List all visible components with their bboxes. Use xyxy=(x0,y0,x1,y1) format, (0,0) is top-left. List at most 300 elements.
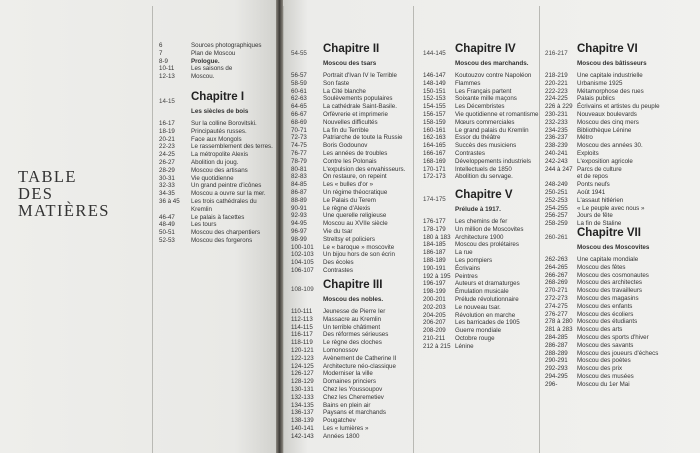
entry-title: Urbanisme 1925 xyxy=(577,79,623,87)
toc-entry xyxy=(159,229,260,237)
toc-entry xyxy=(159,136,242,144)
toc-entry xyxy=(291,212,386,220)
chapter-title: Chapitre II xyxy=(323,43,380,55)
entry-title: Contrastes xyxy=(455,150,485,157)
toc-entry xyxy=(423,158,531,166)
entry-title: Émulation musicale xyxy=(455,288,509,296)
toc-entry xyxy=(545,373,634,381)
chapter-page: 216-217 xyxy=(545,50,568,57)
toc-entry xyxy=(291,370,373,378)
toc-entry xyxy=(545,381,630,389)
entry-page: 110-111 xyxy=(291,308,313,315)
entry-title: Orfèvrerie et imprimerie xyxy=(323,111,388,118)
toc-entry xyxy=(159,206,212,214)
entry-title: Plan de Moscou xyxy=(191,49,236,57)
toc-entry xyxy=(423,103,505,111)
entry-title: Les barricades de 1905 xyxy=(455,319,520,327)
entry-page: 126-127 xyxy=(291,370,314,378)
toc-entry xyxy=(291,95,392,103)
entry-title: Intellectuels de 1850 xyxy=(455,165,512,173)
entry-title: Un grand peintre d'icônes xyxy=(191,182,262,190)
entry-title: Moscou des travailleurs xyxy=(577,287,642,295)
entry-page: 136-137 xyxy=(291,409,314,417)
entry-page: 164-165 xyxy=(423,142,446,150)
entry-title: Sur la colline Borovitski. xyxy=(191,120,257,127)
entry-page: 28-29 xyxy=(159,166,175,174)
toc-entry xyxy=(291,228,352,236)
entry-title: Moscou des architectes xyxy=(577,279,642,287)
entry-title: Octobre rouge xyxy=(455,335,495,342)
entry-page: 80-81 xyxy=(291,165,307,173)
chapter-page: 174-175 xyxy=(423,196,446,203)
toc-entry xyxy=(545,205,644,213)
entry-title: La cathédrale Saint-Basile. xyxy=(323,103,397,111)
entry-page: 58-59 xyxy=(291,79,307,87)
chapter-subtitle: Moscou des bâtisseurs xyxy=(577,60,647,67)
entry-page: 124-125 xyxy=(291,362,314,370)
entry-title: Avènement de Catherine II xyxy=(323,354,397,362)
toc-entry xyxy=(291,111,388,119)
entry-title: Vie quotidienne xyxy=(191,174,234,182)
entry-page: 198-199 xyxy=(423,288,446,296)
entry-page: 296- xyxy=(545,380,558,388)
entry-title: Les années de troubles xyxy=(323,150,388,157)
entry-title: Nouvelles difficultés xyxy=(323,118,378,126)
toc-entry xyxy=(291,142,367,150)
entry-title: Kremlin xyxy=(191,205,212,213)
entry-title: Moscou des artisans xyxy=(191,166,248,174)
entry-page: 218-219 xyxy=(545,72,568,79)
entry-page: 26-27 xyxy=(159,159,175,166)
entry-title: Août 1941 xyxy=(577,189,606,196)
entry-title: Parcs de culture xyxy=(577,165,622,173)
entry-page: 162-163 xyxy=(423,134,446,142)
toc-entry xyxy=(291,103,397,111)
entry-page: 146-147 xyxy=(423,72,446,79)
toc-entry xyxy=(291,355,397,363)
toc-entry xyxy=(545,342,633,350)
entry-title: Moscou des musées xyxy=(577,373,634,380)
entry-title: Moderniser la ville xyxy=(323,370,373,378)
entry-page: 206-207 xyxy=(423,319,446,327)
entry-page: 32-33 xyxy=(159,182,175,190)
entry-title: Révolution en marche xyxy=(455,311,516,319)
entry-title: Des écoles xyxy=(323,259,354,267)
entry-page: 281 à 283 xyxy=(545,326,573,334)
chapter-page: 54-55 xyxy=(291,50,307,57)
entry-title: Domaines princiers xyxy=(323,378,376,386)
entry-page: 250-251 xyxy=(545,189,568,196)
entry-page: 76-77 xyxy=(291,150,307,157)
entry-title: Un terrible châtiment xyxy=(323,323,381,331)
entry-title: Chez les Youssoupov xyxy=(323,386,383,393)
entry-title: Ponts neufs xyxy=(577,181,610,189)
toc-entry xyxy=(291,347,358,355)
entry-page: 258-259 xyxy=(545,220,568,228)
entry-page: 184-185 xyxy=(423,241,446,249)
column-divider xyxy=(539,6,540,453)
toc-entry xyxy=(423,273,478,281)
entry-title: Prologue. xyxy=(191,57,220,65)
toc-entry xyxy=(545,197,623,205)
entry-page: 48-49 xyxy=(159,221,175,229)
entry-page: 166-167 xyxy=(423,150,446,157)
entry-page: 210-211 xyxy=(423,335,446,342)
entry-title: Années 1800 xyxy=(323,432,360,440)
entry-title: Vie quotidienne et romantisme xyxy=(455,111,539,118)
toc-entry xyxy=(291,316,381,324)
toc-entry xyxy=(423,95,517,103)
entry-title: Portrait d'Ivan IV le Terrible xyxy=(323,72,397,79)
entry-page: 156-157 xyxy=(423,111,446,118)
entry-page: 34-35 xyxy=(159,190,175,198)
entry-page: 202-203 xyxy=(423,303,446,311)
entry-title: Moscou des écoliers xyxy=(577,310,634,318)
toc-entry xyxy=(291,433,359,441)
entry-page: 180 à 183 xyxy=(423,233,451,241)
entry-title: Contrastes xyxy=(323,267,353,274)
entry-title: Moscou du 1er Mai xyxy=(577,380,630,388)
chapter-title: Chapitre IV xyxy=(455,43,516,55)
entry-page: 262-263 xyxy=(545,256,568,263)
entry-page: 208-209 xyxy=(423,327,446,335)
entry-page: 286-287 xyxy=(545,341,568,349)
chapter-title: Chapitre I xyxy=(191,91,245,103)
toc-entry xyxy=(291,72,397,80)
entry-title: Écrivains xyxy=(455,264,481,272)
toc-entry xyxy=(545,173,608,181)
entry-page xyxy=(545,173,577,181)
entry-title: Les pompiers xyxy=(455,257,493,264)
entry-title: Jeunesse de Pierre Ier xyxy=(323,308,386,315)
toc-entry xyxy=(159,159,238,167)
entry-title: Moscou des cinq mers xyxy=(577,118,639,126)
entry-title: Palais publics xyxy=(577,95,615,103)
toc-entry xyxy=(545,88,644,96)
entry-title: Streltsy et policiers xyxy=(323,235,375,243)
entry-title: Moscou des enfants xyxy=(577,302,633,310)
entry-title: Jours de fête xyxy=(577,212,613,220)
entry-title: Moscou des joueurs d'échecs xyxy=(577,349,659,357)
entry-title: Moscou des charpentiers xyxy=(191,229,261,237)
toc-entry xyxy=(291,150,387,158)
entry-page: 224-225 xyxy=(545,95,568,103)
toc-entry xyxy=(423,234,504,242)
toc-entry xyxy=(423,127,529,135)
entry-page: 74-75 xyxy=(291,142,307,150)
toc-entry xyxy=(291,173,387,181)
entry-page: 50-51 xyxy=(159,229,175,237)
entry-page: 120-121 xyxy=(291,347,314,354)
chapter-page: 108-109 xyxy=(291,286,314,293)
entry-page: 236-237 xyxy=(545,134,568,142)
entry-title: Koutouzov contre Napoléon xyxy=(455,72,532,79)
chapter-subtitle: Moscou des marchands. xyxy=(455,60,529,67)
toc-entry xyxy=(545,287,642,295)
toc-entry xyxy=(423,343,474,351)
entry-page: 160-161 xyxy=(423,126,446,134)
toc-entry xyxy=(545,127,631,135)
entry-page: 66-67 xyxy=(291,111,307,118)
toc-entry xyxy=(159,214,244,222)
entry-page: 70-71 xyxy=(291,126,307,134)
entry-title: Le grand palais du Kremlin xyxy=(455,126,529,134)
toc-entry xyxy=(291,181,373,189)
entry-page: 168-169 xyxy=(423,157,446,165)
entry-title: Une capitale industrielle xyxy=(577,72,643,79)
column-divider xyxy=(413,6,414,453)
toc-entry xyxy=(159,143,273,151)
entry-page: 100-101 xyxy=(291,243,314,251)
chapter-subtitle: Prélude à 1917. xyxy=(455,206,501,213)
entry-page: 270-271 xyxy=(545,287,568,295)
chapter-page: 14-15 xyxy=(159,98,175,105)
entry-page: 22-23 xyxy=(159,143,175,151)
toc-entry xyxy=(159,190,266,198)
toc-entry xyxy=(545,212,613,220)
entry-page: 176-177 xyxy=(423,218,446,225)
toc-entry xyxy=(291,324,380,332)
entry-title: Bibliothèque Lénine xyxy=(577,126,632,134)
entry-page: 140-141 xyxy=(291,425,314,432)
entry-page: 36 à 45 xyxy=(159,198,180,205)
toc-entry xyxy=(159,120,257,128)
entry-title: et de repos xyxy=(577,173,608,181)
entry-page: 132-133 xyxy=(291,393,314,401)
toc-entry xyxy=(291,80,349,88)
toc-entry xyxy=(291,236,375,244)
toc-entry xyxy=(545,150,599,158)
entry-page: 204-205 xyxy=(423,311,446,319)
book-gutter xyxy=(276,0,283,453)
entry-page: 278 à 280 xyxy=(545,318,573,326)
toc-entry xyxy=(291,363,396,371)
entry-title: Moscou des poètes xyxy=(577,357,631,365)
toc-entry xyxy=(159,128,247,136)
entry-title: Peintres xyxy=(455,272,478,280)
entry-title: Moscou des étudiants xyxy=(577,318,638,326)
toc-entry xyxy=(291,259,354,267)
entry-page: 238-239 xyxy=(545,142,568,150)
entry-title: Soixante mille maçons xyxy=(455,95,517,103)
entry-page: 82-83 xyxy=(291,173,307,181)
entry-page: 256-257 xyxy=(545,212,568,220)
entry-page: 288-289 xyxy=(545,349,568,357)
entry-title: Des réformes sérieuses xyxy=(323,331,389,339)
toc-entry xyxy=(423,257,492,265)
toc-entry xyxy=(545,189,605,197)
entry-title: Massacre au Kremlin xyxy=(323,315,382,323)
toc-entry xyxy=(159,221,216,229)
entry-page: 150-151 xyxy=(423,87,446,95)
entry-title: Écrivains et artistes du peuple xyxy=(577,103,660,111)
entry-title: Patriarche de toute la Russie xyxy=(323,134,403,142)
entry-page: 128-129 xyxy=(291,378,314,386)
toc-entry xyxy=(423,280,520,288)
toc-entry xyxy=(291,402,370,410)
toc-entry xyxy=(545,134,593,142)
toc-entry xyxy=(291,378,376,386)
entry-page: 284-285 xyxy=(545,334,568,341)
entry-title: Abolition du servage. xyxy=(455,173,513,181)
entry-title: Le Palais du Terem xyxy=(323,196,376,204)
entry-page: 294-295 xyxy=(545,373,568,380)
entry-title: Son faste xyxy=(323,79,350,87)
entry-title: Architecture néo-classique xyxy=(323,362,396,370)
entry-title: La fin de Staline xyxy=(577,220,622,228)
entry-title: Mœurs commerciales xyxy=(455,118,515,126)
entry-title: Moscou des savants xyxy=(577,341,634,349)
toc-entry xyxy=(423,111,538,119)
entry-page: 8-9 xyxy=(159,57,168,65)
entry-page: 254-255 xyxy=(545,204,568,212)
entry-title: Moscou des magasins xyxy=(577,295,639,302)
entry-page: 84-85 xyxy=(291,181,307,189)
column-divider xyxy=(283,6,284,453)
book-title: TABLE DES MATIÈRES xyxy=(18,167,110,220)
toc-entry xyxy=(545,264,626,272)
entry-page: 62-63 xyxy=(291,95,307,103)
entry-title: Les Français partent xyxy=(455,87,512,95)
toc-entry xyxy=(545,318,637,326)
entry-page: 16-17 xyxy=(159,120,175,127)
entry-page: 152-153 xyxy=(423,95,446,103)
left-page xyxy=(0,0,276,453)
entry-page: 118-119 xyxy=(291,339,313,347)
toc-entry xyxy=(423,327,501,335)
entry-title: Face aux Mongols xyxy=(191,135,242,143)
entry-title: Une querelle religieuse xyxy=(323,212,387,220)
entry-title: Moscou des années 30. xyxy=(577,142,643,150)
entry-title: Les chemins de fer xyxy=(455,218,508,225)
entry-title: Auteurs et dramaturges xyxy=(455,280,520,288)
entry-page: 158-159 xyxy=(423,118,446,126)
entry-title: Guerre mondiale xyxy=(455,327,502,335)
entry-title: Les trois cathédrales du xyxy=(191,198,257,205)
toc-entry xyxy=(423,173,513,181)
entry-page: 106-107 xyxy=(291,267,314,274)
toc-entry xyxy=(545,350,658,358)
entry-page: 20-21 xyxy=(159,135,175,143)
entry-page: 72-73 xyxy=(291,134,307,142)
toc-entry xyxy=(159,167,248,175)
chapter-subtitle: Moscou des tsars xyxy=(323,60,377,67)
toc-entry xyxy=(423,335,495,343)
chapter-title: Chapitre VI xyxy=(577,43,638,55)
toc-entry xyxy=(545,256,638,264)
entry-title: Moscou a ouvre sur la mer. xyxy=(191,190,266,198)
entry-title: Succès des musiciens xyxy=(455,142,517,150)
chapter-subtitle: Moscou des nobles. xyxy=(323,296,384,303)
entry-page: 46-47 xyxy=(159,213,175,221)
toc-entry xyxy=(291,409,386,417)
entry-title: Un régime théocratique xyxy=(323,189,388,196)
entry-page: 92-93 xyxy=(291,212,307,220)
toc-entry xyxy=(545,80,622,88)
entry-page: 24-25 xyxy=(159,151,175,159)
entry-title: Développements industriels xyxy=(455,157,532,165)
chapter-title: Chapitre VII xyxy=(577,227,641,239)
entry-title: La rue xyxy=(455,249,473,257)
entry-title: Lénine xyxy=(455,342,474,350)
entry-page: 264-265 xyxy=(545,263,568,271)
entry-title: Contre les Polonais xyxy=(323,157,377,165)
entry-page: 240-241 xyxy=(545,150,568,157)
entry-page: 196-197 xyxy=(423,280,446,288)
toc-entry xyxy=(545,72,643,80)
entry-page: 142-143 xyxy=(291,432,314,440)
toc-entry xyxy=(291,417,356,425)
toc-entry xyxy=(291,220,388,228)
entry-title: Bains en plein air xyxy=(323,401,371,409)
entry-page: 6 xyxy=(159,42,163,49)
toc-entry xyxy=(423,150,485,158)
entry-page: 244 à 247 xyxy=(545,165,573,173)
entry-page: 234-235 xyxy=(545,126,568,134)
toc-entry xyxy=(545,142,643,150)
entry-title: Vie du tsar xyxy=(323,228,353,235)
entry-title: Les « lumières » xyxy=(323,425,369,432)
entry-title: Moscou des sports d'hiver xyxy=(577,334,649,341)
entry-page: 130-131 xyxy=(291,386,314,393)
entry-title: Essor du théâtre xyxy=(455,134,501,142)
entry-page: 242-243 xyxy=(545,157,568,165)
entry-title: Moscou des cosmonautes xyxy=(577,271,649,279)
toc-entry xyxy=(423,249,473,257)
toc-entry xyxy=(423,88,511,96)
entry-title: Abolition du joug. xyxy=(191,159,239,166)
toc-entry xyxy=(545,311,633,319)
toc-entry xyxy=(545,95,615,103)
toc-entry xyxy=(291,394,384,402)
chapter-page: 260-261 xyxy=(545,234,568,241)
toc-entry xyxy=(423,296,519,304)
chapter-title: Chapitre V xyxy=(455,189,513,201)
entry-page: 226 à 229 xyxy=(545,103,573,111)
toc-entry xyxy=(159,237,252,245)
chapter-title: Chapitre III xyxy=(323,279,383,291)
entry-title: Flammes xyxy=(455,79,481,87)
entry-title: Principautés russes. xyxy=(191,127,247,135)
toc-entry xyxy=(545,279,642,287)
toc-entry xyxy=(159,58,220,66)
toc-entry xyxy=(423,119,514,127)
entry-page: 114-115 xyxy=(291,323,313,331)
entry-page: 154-155 xyxy=(423,103,446,111)
toc-entry xyxy=(423,288,509,296)
entry-title: Pougatchev xyxy=(323,417,356,425)
entry-title: Paysans et marchands xyxy=(323,409,386,417)
entry-title: Les saisons de xyxy=(191,65,233,73)
entry-title: Moscou des fêtes xyxy=(577,263,626,271)
toc-entry xyxy=(423,304,501,312)
toc-entry xyxy=(291,425,368,433)
entry-page: 222-223 xyxy=(545,87,568,95)
entry-page: 88-89 xyxy=(291,196,307,204)
entry-title: On restaure, on repeint xyxy=(323,173,387,181)
entry-page: 116-117 xyxy=(291,331,313,339)
entry-page: 192 à 195 xyxy=(423,272,451,280)
entry-page: 60-61 xyxy=(291,87,307,95)
entry-title: Les tours xyxy=(191,221,217,229)
entry-title: Moscou des forgerons xyxy=(191,237,253,244)
entry-page: 248-249 xyxy=(545,181,568,189)
toc-entry xyxy=(159,198,257,206)
entry-title: Moscou des arts xyxy=(577,326,623,334)
entry-page: 78-79 xyxy=(291,157,307,165)
toc-entry xyxy=(423,166,512,174)
entry-page: 200-201 xyxy=(423,296,446,303)
